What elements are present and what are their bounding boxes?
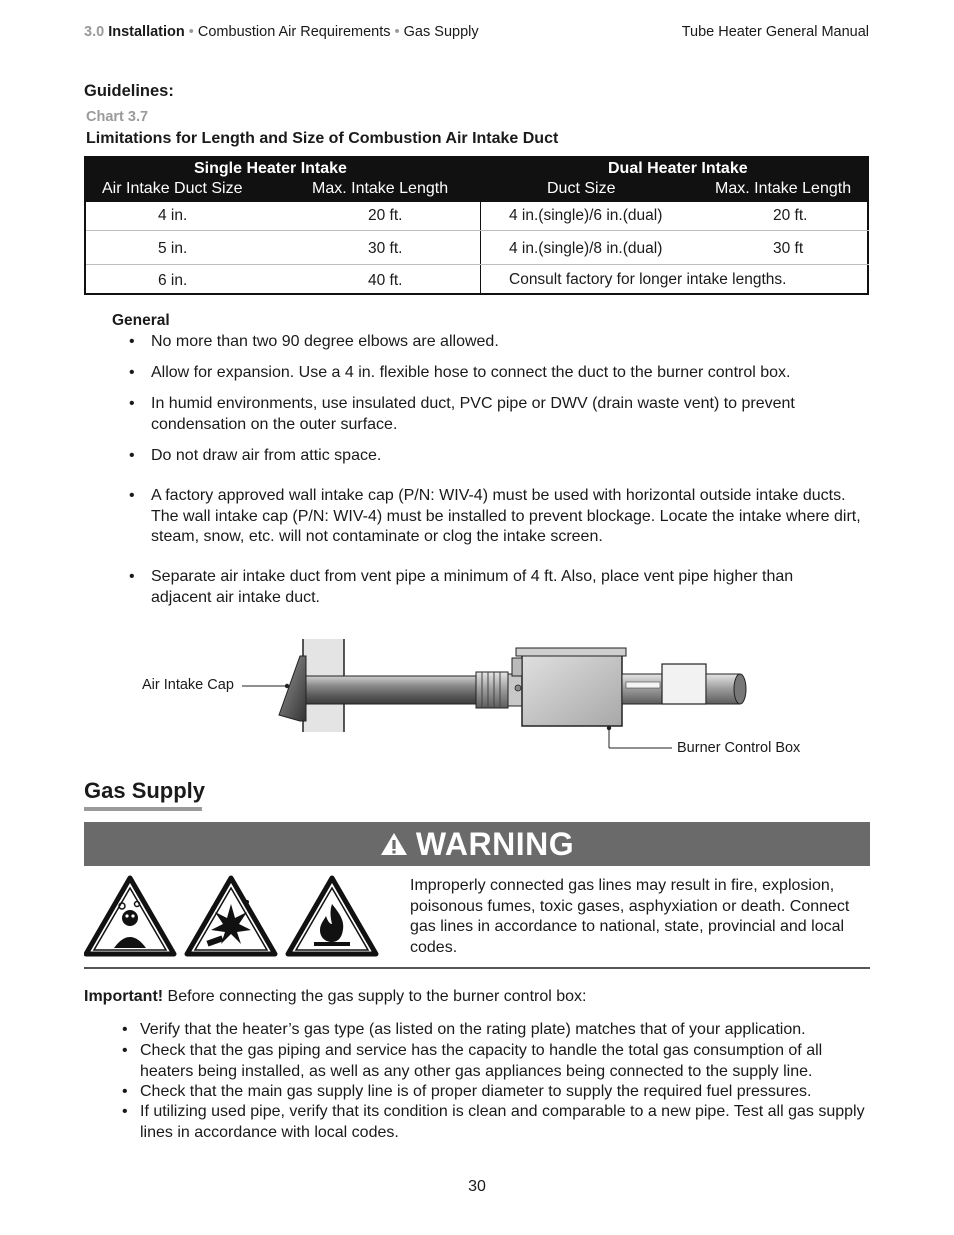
burner-control-box-label: Burner Control Box [677, 740, 801, 756]
single-heater-header: Single Heater Intake [194, 160, 347, 177]
list-item: • Check that the gas piping and service has the capacity to handle the total gas consumption of all heaters being installed, as well as any other gas appliances being connected to the supply line. [122, 1042, 823, 1080]
list-item: • If utilizing used pipe, verify that its condition is clean and comparable to a new pipe. Test all gas supply lines in accordance with local codes. [122, 1103, 865, 1141]
guidelines-heading: Guidelines: [84, 82, 174, 100]
section-title: Installation [108, 24, 185, 40]
col-air-intake-duct-size: Air Intake Duct Size [102, 180, 243, 197]
list-item: • Do not draw air from attic space. [129, 447, 382, 464]
burner-control-box [522, 654, 622, 726]
intake-cap [279, 656, 306, 721]
fire-icon [288, 878, 376, 954]
warning-divider [84, 967, 870, 969]
list-item: • In humid environments, use insulated duct, PVC pipe or DWV (drain waste vent) to prevent condensation on the outer surface. [129, 395, 795, 433]
gas-supply-title: Gas Supply [84, 778, 206, 803]
warning-triangle-icon [380, 831, 408, 857]
warning-banner [84, 822, 870, 866]
toxic-fumes-icon [86, 878, 174, 954]
intake-duct-table: Single Heater Intake Dual Heater Intake Air Intake Duct Size Max. Intake Length Duct Size Max. Intake Length 4 in. 20 ft. 4 in.(single)/6 in.(dual) 20 ft. 5 in. 30 ft. 4 in.(single)/8 in.(dual) 30 ft 6 in. 40 ft. Consult factory for longer intake lengths. [84, 156, 869, 295]
dual-heater-header: Dual Heater Intake [608, 160, 748, 177]
important-note: Important! Before connecting the gas supply to the burner control box: [84, 988, 587, 1005]
intake-duct [306, 676, 478, 704]
col-duct-size: Duct Size [547, 180, 616, 197]
hazard-icons [84, 874, 384, 960]
air-intake-cap-label: Air Intake Cap [142, 677, 234, 693]
intake-duct-diagram [0, 628, 954, 768]
duct-illustration [0, 628, 954, 768]
list-item: • No more than two 90 degree elbows are allowed. [129, 333, 499, 350]
breadcrumb: 3.0 Installation • Combustion Air Requirements • Gas Supply [84, 24, 479, 40]
chart-number: Chart 3.7 [86, 109, 149, 125]
table-header [86, 158, 867, 202]
explosion-icon [187, 878, 275, 954]
warning-message: Improperly connected gas lines may result in fire, explosion, poisonous fumes, toxic gases, asphyxiation or death. Connect gas lines in accordance to national, state, provincial and local codes. [410, 877, 850, 956]
breadcrumb-combustion-air: Combustion Air Requirements [197, 24, 391, 40]
col-dual-max-intake-length: Max. Intake Length [715, 180, 852, 197]
table-divider [480, 202, 481, 295]
manual-title: Tube Heater General Manual [681, 24, 869, 40]
list-item: • Allow for expansion. Use a 4 in. flexible hose to connect the duct to the burner control box. [129, 364, 791, 381]
col-max-intake-length: Max. Intake Length [312, 180, 449, 197]
page-number: 30 [468, 1178, 486, 1195]
warning-label: WARNING [415, 825, 575, 862]
breadcrumb-gas-supply: Gas Supply [403, 24, 479, 40]
flexible-hose [476, 672, 508, 708]
chart-title: Limitations for Length and Size of Combustion Air Intake Duct [86, 130, 559, 147]
list-item: • Separate air intake duct from vent pipe a minimum of 4 ft. Also, place vent pipe higher than adjacent air intake duct. [129, 568, 794, 606]
important-label: Important! [84, 988, 164, 1005]
list-item: • Check that the main gas supply line is of proper diameter to supply the required fuel pressures. [122, 1083, 812, 1100]
list-item: • A factory approved wall intake cap (P/N: WIV-4) must be used with horizontal outside intake ducts. The wall intake cap (P/N: WIV-4) must be installed to prevent blockage. Locate the intake where dirt, steam, snow, etc. will not contaminate or clog the intake screen. [129, 487, 861, 545]
section-number: 3.0 [84, 24, 105, 40]
general-heading: General [112, 312, 170, 329]
title-underline [84, 807, 202, 811]
list-item: • Verify that the heater’s gas type (as listed on the rating plate) matches that of your application. [122, 1021, 806, 1038]
